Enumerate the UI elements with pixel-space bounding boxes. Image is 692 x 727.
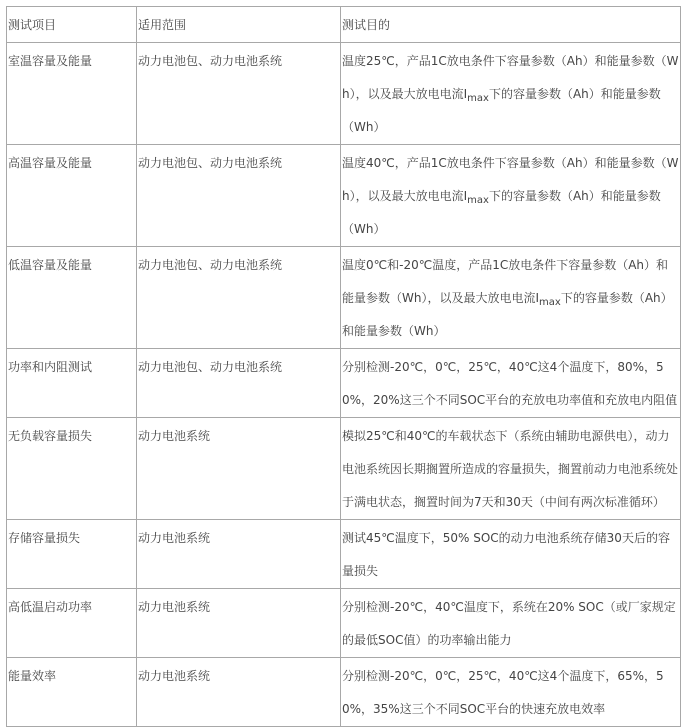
purpose-cell: [341, 247, 681, 349]
table-row: [7, 520, 681, 589]
table-row: [7, 145, 681, 247]
test-item-cell: 低温容量及能量: [7, 247, 137, 349]
test-item-cell: 无负载容量损失: [7, 418, 137, 520]
purpose-cell: [341, 589, 681, 658]
purpose-text: 温度40℃，产品1C放电条件下容量参数（Ah）和能量参数（Wh），以及最大放电电流I: [342, 156, 679, 203]
scope-cell: 动力电池包、动力电池系统: [137, 145, 341, 247]
purpose-subscript: max: [539, 297, 561, 308]
purpose-text: 测试45℃温度下，50% SOC的动力电池系统存储30天后的容量损失: [342, 531, 670, 578]
purpose-cell: [341, 658, 681, 727]
table-row: [7, 418, 681, 520]
purpose-text-tail: 下的容量参数（Ah）和能量参数（Wh）: [342, 189, 661, 236]
purpose-cell: [341, 349, 681, 418]
purpose-cell: [341, 145, 681, 247]
purpose-text: 分别检测-20℃，40℃温度下，系统在20% SOC（或厂家规定的最低SOC值）的功率输出能力: [342, 600, 676, 647]
test-item-cell: 高温容量及能量: [7, 145, 137, 247]
test-item-cell: 高低温启动功率: [7, 589, 137, 658]
test-spec-table: [6, 6, 681, 727]
scope-cell: 动力电池包、动力电池系统: [137, 43, 341, 145]
purpose-subscript: max: [467, 195, 489, 206]
test-item-cell: 功率和内阻测试: [7, 349, 137, 418]
purpose-text: 温度0℃和-20℃温度，产品1C放电条件下容量参数（Ah）和能量参数（Wh），以及最大放电电流I: [342, 258, 669, 305]
purpose-text-tail: 下的容量参数（Ah）和能量参数（Wh）: [342, 87, 661, 134]
scope-cell: 动力电池包、动力电池系统: [137, 247, 341, 349]
purpose-text: 模拟25℃和40℃的车载状态下（系统由辅助电源供电），动力电池系统因长期搁置所造成的容量损失，搁置前动力电池系统处于满电状态，搁置时间为7天和30天（中间有两次标准循环）: [342, 429, 679, 509]
scope-cell: 动力电池系统: [137, 520, 341, 589]
test-item-cell: 室温容量及能量: [7, 43, 137, 145]
table-row: [7, 247, 681, 349]
test-item-cell: 能量效率: [7, 658, 137, 727]
table-header-row: [7, 7, 681, 43]
purpose-cell: [341, 43, 681, 145]
scope-cell: 动力电池包、动力电池系统: [137, 349, 341, 418]
header-scope: 适用范围: [137, 7, 341, 43]
purpose-text: 分别检测-20℃，0℃，25℃，40℃这4个温度下，80%，50%，20%这三个不同SOC平台的充放电功率值和充放电内阻值: [342, 360, 678, 407]
header-test-item: 测试项目: [7, 7, 137, 43]
scope-cell: 动力电池系统: [137, 589, 341, 658]
test-item-cell: 存储容量损失: [7, 520, 137, 589]
scope-cell: 动力电池系统: [137, 418, 341, 520]
purpose-text: 分别检测-20℃，0℃，25℃，40℃这4个温度下，65%，50%，35%这三个不同SOC平台的快速充放电效率: [342, 669, 664, 716]
table-row: [7, 349, 681, 418]
purpose-text-tail: 下的容量参数（Ah）和能量参数（Wh）: [342, 291, 673, 338]
purpose-cell: [341, 418, 681, 520]
table-row: [7, 43, 681, 145]
table-row: [7, 589, 681, 658]
purpose-text: 温度25℃，产品1C放电条件下容量参数（Ah）和能量参数（Wh），以及最大放电电流I: [342, 54, 679, 101]
table-row: [7, 658, 681, 727]
purpose-cell: [341, 520, 681, 589]
header-purpose: 测试目的: [341, 7, 681, 43]
purpose-subscript: max: [467, 93, 489, 104]
scope-cell: 动力电池系统: [137, 658, 341, 727]
